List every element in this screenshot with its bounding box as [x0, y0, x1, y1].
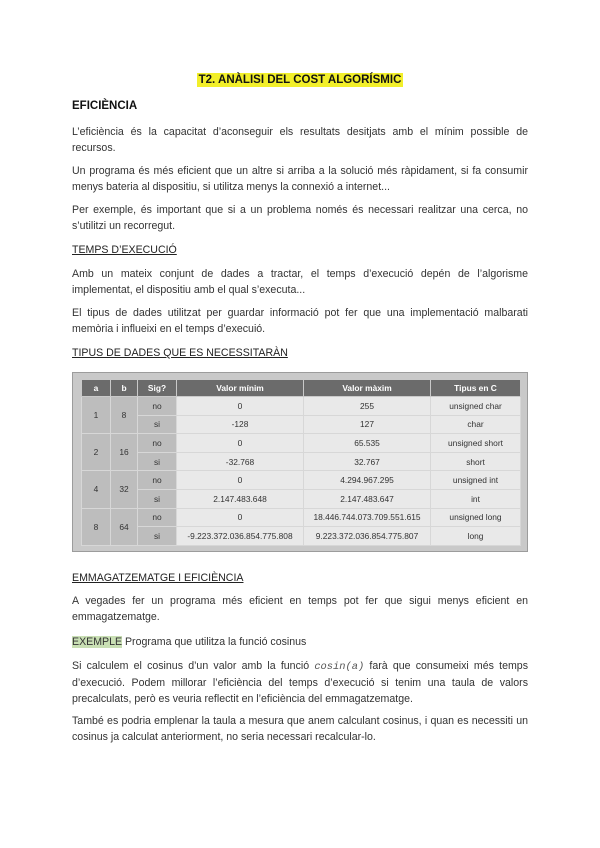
cell-max: 255	[304, 397, 431, 416]
cell-max: 32.767	[304, 452, 431, 471]
table-row	[82, 397, 521, 416]
table-row	[82, 527, 521, 546]
paragraph-storage-1: A vegades fer un programa més eficient en temps pot fer que sigui menys eficient en emmagatzematge.	[72, 595, 528, 623]
cell-min: 0	[177, 471, 304, 490]
table-row	[82, 489, 521, 508]
data-types-table	[81, 379, 521, 546]
p3-after: farà que consumeixi més temps d’execució. Podem millorar l’eficiència del temps d’execució si tenim una taula de valors precalculats, però es veuria reflectit en l’eficiència del emmagatzematge.	[72, 660, 528, 705]
cell-type: int	[431, 489, 521, 508]
data-types-table-box	[72, 372, 528, 552]
heading-efficiency: EFICIÈNCIA	[72, 100, 138, 112]
cell-min: 0	[177, 397, 304, 416]
header-min: Valor mínim	[177, 380, 304, 397]
paragraph-efficiency-2: Un programa és més eficient que un altre si arriba a la solució més ràpidament, si fa consumir menys bateria al dispositiu, si utilitza menys la connexió a internet...	[72, 165, 528, 193]
cell-max: 18.446.744.073.709.551.615	[304, 508, 431, 527]
example-line	[72, 634, 528, 650]
table-row	[82, 508, 521, 527]
table-header-row	[82, 380, 521, 397]
cell-type: unsigned char	[431, 397, 521, 416]
header-type: Tipus en C	[431, 380, 521, 397]
cell-a: 8	[82, 508, 111, 545]
cell-min: 0	[177, 508, 304, 527]
paragraph-efficiency-1: L’eficiència és la capacitat d’aconseguir els resultats desitjats amb el mínim possible de recursos.	[72, 126, 528, 154]
paragraph-time-1: Amb un mateix conjunt de dades a tractar, el temps d’execució depén de l’algorisme implementat, el dispositiu amb el qual s’executa...	[72, 268, 528, 296]
header-sig: Sig?	[138, 380, 177, 397]
header-max: Valor màxim	[304, 380, 431, 397]
cell-sig: si	[138, 489, 177, 508]
header-b: b	[111, 380, 138, 397]
cell-max: 127	[304, 415, 431, 434]
cell-b: 32	[111, 471, 138, 508]
heading-storage: EMMAGATZEMATGE I EFICIÈNCIA	[72, 572, 244, 584]
cell-type: unsigned int	[431, 471, 521, 490]
example-tag: EXEMPLE	[72, 636, 123, 648]
paragraph-efficiency-3: Per exemple, és important que si a un problema només és necessari realitzar una cerca, no s’utilitzi un recorregut.	[72, 204, 528, 232]
cell-b: 16	[111, 434, 138, 471]
cell-a: 1	[82, 397, 111, 434]
cell-type: unsigned short	[431, 434, 521, 453]
cell-sig: si	[138, 452, 177, 471]
table-row	[82, 452, 521, 471]
p3-before: Si calculem el cosinus d’un valor amb la funció	[72, 660, 315, 672]
cell-sig: no	[138, 508, 177, 527]
cell-a: 4	[82, 471, 111, 508]
cell-type: char	[431, 415, 521, 434]
heading-execution-time: TEMPS D’EXECUCIÓ	[72, 244, 177, 256]
cell-b: 8	[111, 397, 138, 434]
table-row	[82, 471, 521, 490]
cell-min: 2.147.483.648	[177, 489, 304, 508]
cell-max: 9.223.372.036.854.775.807	[304, 527, 431, 546]
cell-sig: si	[138, 415, 177, 434]
cell-type: unsigned long	[431, 508, 521, 527]
table-row	[82, 415, 521, 434]
cell-min: 0	[177, 434, 304, 453]
cell-max: 65.535	[304, 434, 431, 453]
paragraph-time-2: El tipus de dades utilitzat per guardar informació pot fer que una implementació malbarati memòria i influeixi en el temps d’execuió.	[72, 307, 528, 335]
cell-a: 2	[82, 434, 111, 471]
cell-sig: si	[138, 527, 177, 546]
cell-min: -128	[177, 415, 304, 434]
table-row	[82, 434, 521, 453]
paragraph-storage-4: També es podria emplenar la taula a mesura que anem calculant cosinus, i quan es necessiti un cosinus ja calculat anteriorment, no seria necessari recalcular-lo.	[72, 715, 528, 743]
cell-type: long	[431, 527, 521, 546]
cell-sig: no	[138, 471, 177, 490]
document-title: T2. ANÀLISI DEL COST ALGORÍSMIC	[198, 74, 402, 86]
cell-min: -32.768	[177, 452, 304, 471]
heading-data-types: TIPUS DE DADES QUE ES NECESSITARÀN	[72, 347, 288, 359]
cell-type: short	[431, 452, 521, 471]
example-text: Programa que utilitza la funció cosinus	[122, 636, 307, 648]
cell-min: -9.223.372.036.854.775.808	[177, 527, 304, 546]
cell-sig: no	[138, 397, 177, 416]
cell-max: 2.147.483.647	[304, 489, 431, 508]
cell-sig: no	[138, 434, 177, 453]
paragraph-storage-3	[72, 658, 528, 707]
title-container	[72, 70, 528, 88]
cell-b: 64	[111, 508, 138, 545]
cell-max: 4.294.967.295	[304, 471, 431, 490]
header-a: a	[82, 380, 111, 397]
code-cosin: cosin(a)	[314, 661, 365, 673]
